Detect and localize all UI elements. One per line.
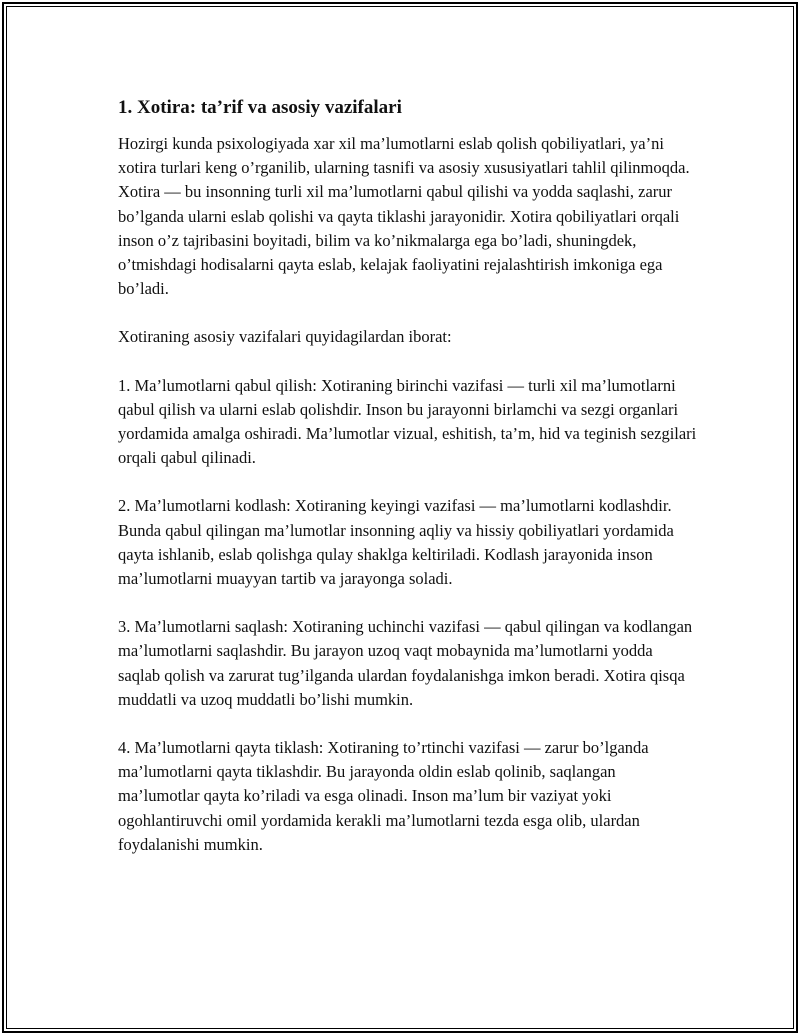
- section-heading: 1. Xotira: ta’rif va asosiy vazifalari: [118, 97, 402, 118]
- function-receiving-paragraph: 1. Ma’lumotlarni qabul qilish: Xotiraning birinchi vazifasi — turli xil ma’lumotlarni qabul qilish va ularni eslab qolishdir. Inson bu jarayonni birlamchi va sezgi organlari yordamida amalga oshiradi. Ma’lumotlar vizual, eshitish, ta’m, hid va teginish sezgilari orqali qabul qilinadi.: [118, 375, 697, 468]
- document-body: [118, 96, 698, 881]
- intro-paragraph: Hozirgi kunda psixologiyada xar xil ma’lumotlarni eslab qolish qobiliyatlari, ya’ni xotira turlari keng o’rganilib, ularning tasnifi va asosiy xususiyatlari tahlil qilinmoqda. Xotira — bu insonning turli xil ma’lumotlarni qabul qilishi va yodda saqlashi, zarur bo’lganda ularni eslab qolishi va qayta tiklashi jarayonidir. Xotira qobiliyatlari orqali inson o’z tajribasini boyitadi, bilim va ko’nikmalarga ega bo’ladi, shuningdek, o’tmishdagi hodisalarni qayta eslab, kelajak faoliyatini rejalashtirish imkoniga ega bo’ladi.: [118, 134, 690, 299]
- list-intro-paragraph: Xotiraning asosiy vazifalari quyidagilardan iborat:: [118, 327, 452, 347]
- function-storage-paragraph: 3. Ma’lumotlarni saqlash: Xotiraning uchinchi vazifasi — qabul qilingan va kodlangan ma’lumotlarni saqlashdir. Bu jarayon uzoq vaqt mobaynida ma’lumotlarni yodda saqlab qolish va zarurat tug’ilganda ulardan foydalanishga imkon beradi. Xotira qisqa muddatli va uzoq muddatli bo’lishi mumkin.: [118, 617, 693, 709]
- function-retrieval-paragraph: 4. Ma’lumotlarni qayta tiklash: Xotiraning to’rtinchi vazifasi — zarur bo’lganda ma’lumotlarni qayta tiklashdir. Bu jarayonda oldin eslab qolinib, saqlangan ma’lumotlar qayta ko’riladi va esga olinadi. Inson ma’lum bir vaziyat yoki ogohlantiruvchi omil yordamida kerakli ma’lumotlarni tezda esga olib, ulardan foydalanishi mumkin.: [118, 738, 649, 854]
- function-encoding-paragraph: 2. Ma’lumotlarni kodlash: Xotiraning keyingi vazifasi — ma’lumotlarni kodlashdir. Bunda qabul qilingan ma’lumotlar insonning aqliy va hissiy qobiliyatlari yordamida qayta ishlanib, eslab qolishga qulay shaklga keltiriladi. Kodlash jarayonida inson ma’lumotlarni muayyan tartib va jarayonga soladi.: [118, 496, 674, 589]
